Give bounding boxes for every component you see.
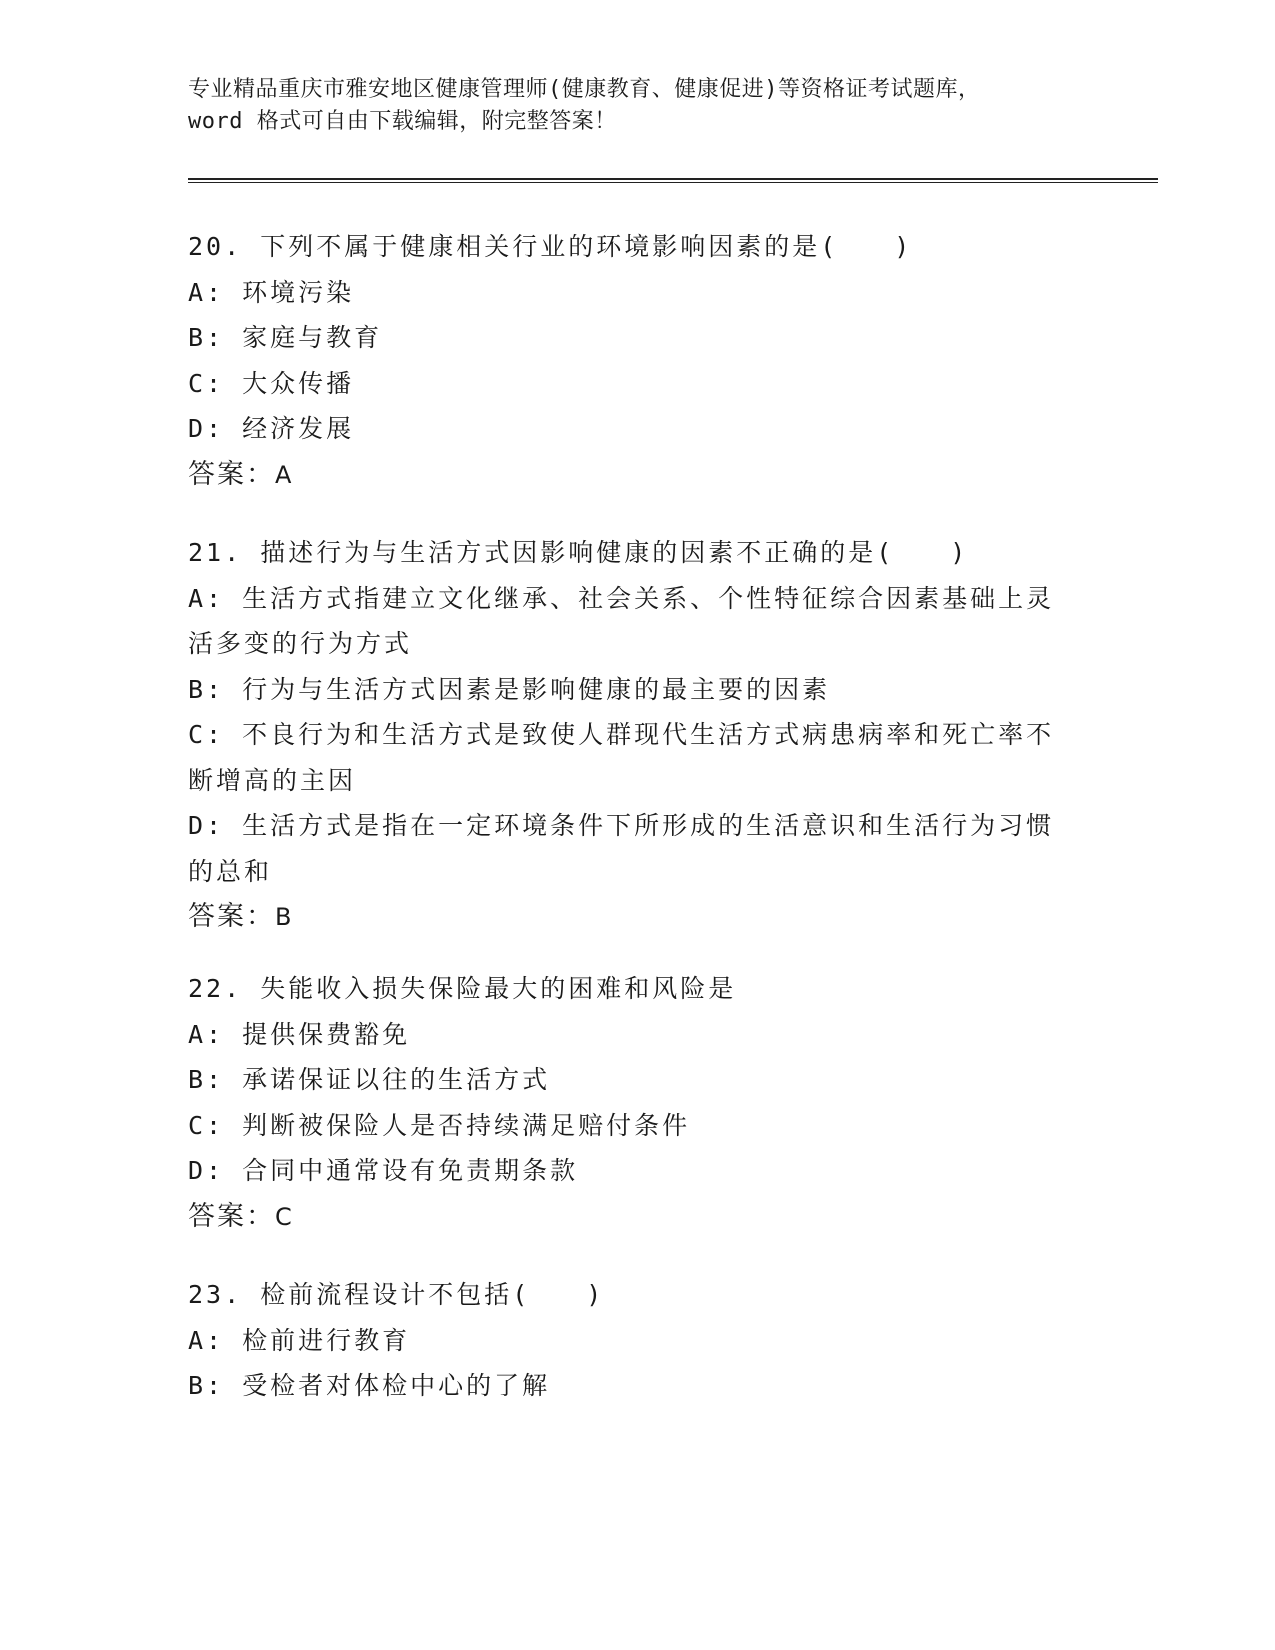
question-23 xyxy=(188,1272,1088,1409)
answer-label: 答案： xyxy=(188,901,275,932)
option-b: B: 家庭与教育 xyxy=(188,323,383,352)
option-b: B: 承诺保证以往的生活方式 xyxy=(188,1065,551,1094)
answer-line xyxy=(188,894,1088,941)
answer-value: B xyxy=(275,903,293,931)
option-d: D: 合同中通常设有免责期条款 xyxy=(188,1156,579,1185)
option-d-continued: 的总和 xyxy=(188,856,273,886)
header-divider xyxy=(188,178,1158,183)
answer-value: A xyxy=(275,460,293,489)
option-a: A: 检前进行教育 xyxy=(188,1325,411,1355)
document-header xyxy=(188,74,981,138)
header-line-2: word 格式可自由下载编辑，附完整答案！ xyxy=(188,109,617,134)
option-b: B: 受检者对体检中心的了解 xyxy=(188,1371,551,1400)
question-21 xyxy=(188,530,1088,941)
answer-label: 答案： xyxy=(188,458,275,490)
answer-line xyxy=(188,1194,1088,1241)
option-c-continued: 断增高的主因 xyxy=(188,765,357,795)
question-stem: 21. 描述行为与生活方式因影响健康的因素不正确的是( ) xyxy=(188,538,969,567)
answer-line xyxy=(188,452,1088,499)
question-stem: 20. 下列不属于健康相关行业的环境影响因素的是( ) xyxy=(188,232,913,261)
option-a: A: 环境污染 xyxy=(188,277,355,307)
question-stem: 22. 失能收入损失保险最大的困难和风险是 xyxy=(188,974,737,1003)
option-b: B: 行为与生活方式因素是影响健康的最主要的因素 xyxy=(188,674,831,704)
question-22 xyxy=(188,966,1088,1240)
option-a: A: 提供保费豁免 xyxy=(188,1019,411,1049)
option-c: C: 不良行为和生活方式是致使人群现代生活方式病患病率和死亡率不 xyxy=(188,720,1055,749)
question-stem: 23. 检前流程设计不包括( ) xyxy=(188,1280,605,1309)
question-20 xyxy=(188,224,1088,498)
option-d: D: 生活方式是指在一定环境条件下所形成的生活意识和生活行为习惯 xyxy=(188,811,1055,840)
option-a-continued: 活多变的行为方式 xyxy=(188,629,413,658)
option-a: A: 生活方式指建立文化继承、社会关系、个性特征综合因素基础上灵 xyxy=(188,583,1055,613)
header-line-1: 专业精品重庆市雅安地区健康管理师(健康教育、健康促进)等资格证考试题库， xyxy=(188,77,981,102)
answer-label: 答案： xyxy=(188,1200,275,1232)
answer-value: C xyxy=(275,1202,293,1231)
option-c: C: 判断被保险人是否持续满足赔付条件 xyxy=(188,1110,691,1140)
option-c: C: 大众传播 xyxy=(188,368,355,398)
option-d: D: 经济发展 xyxy=(188,414,355,443)
